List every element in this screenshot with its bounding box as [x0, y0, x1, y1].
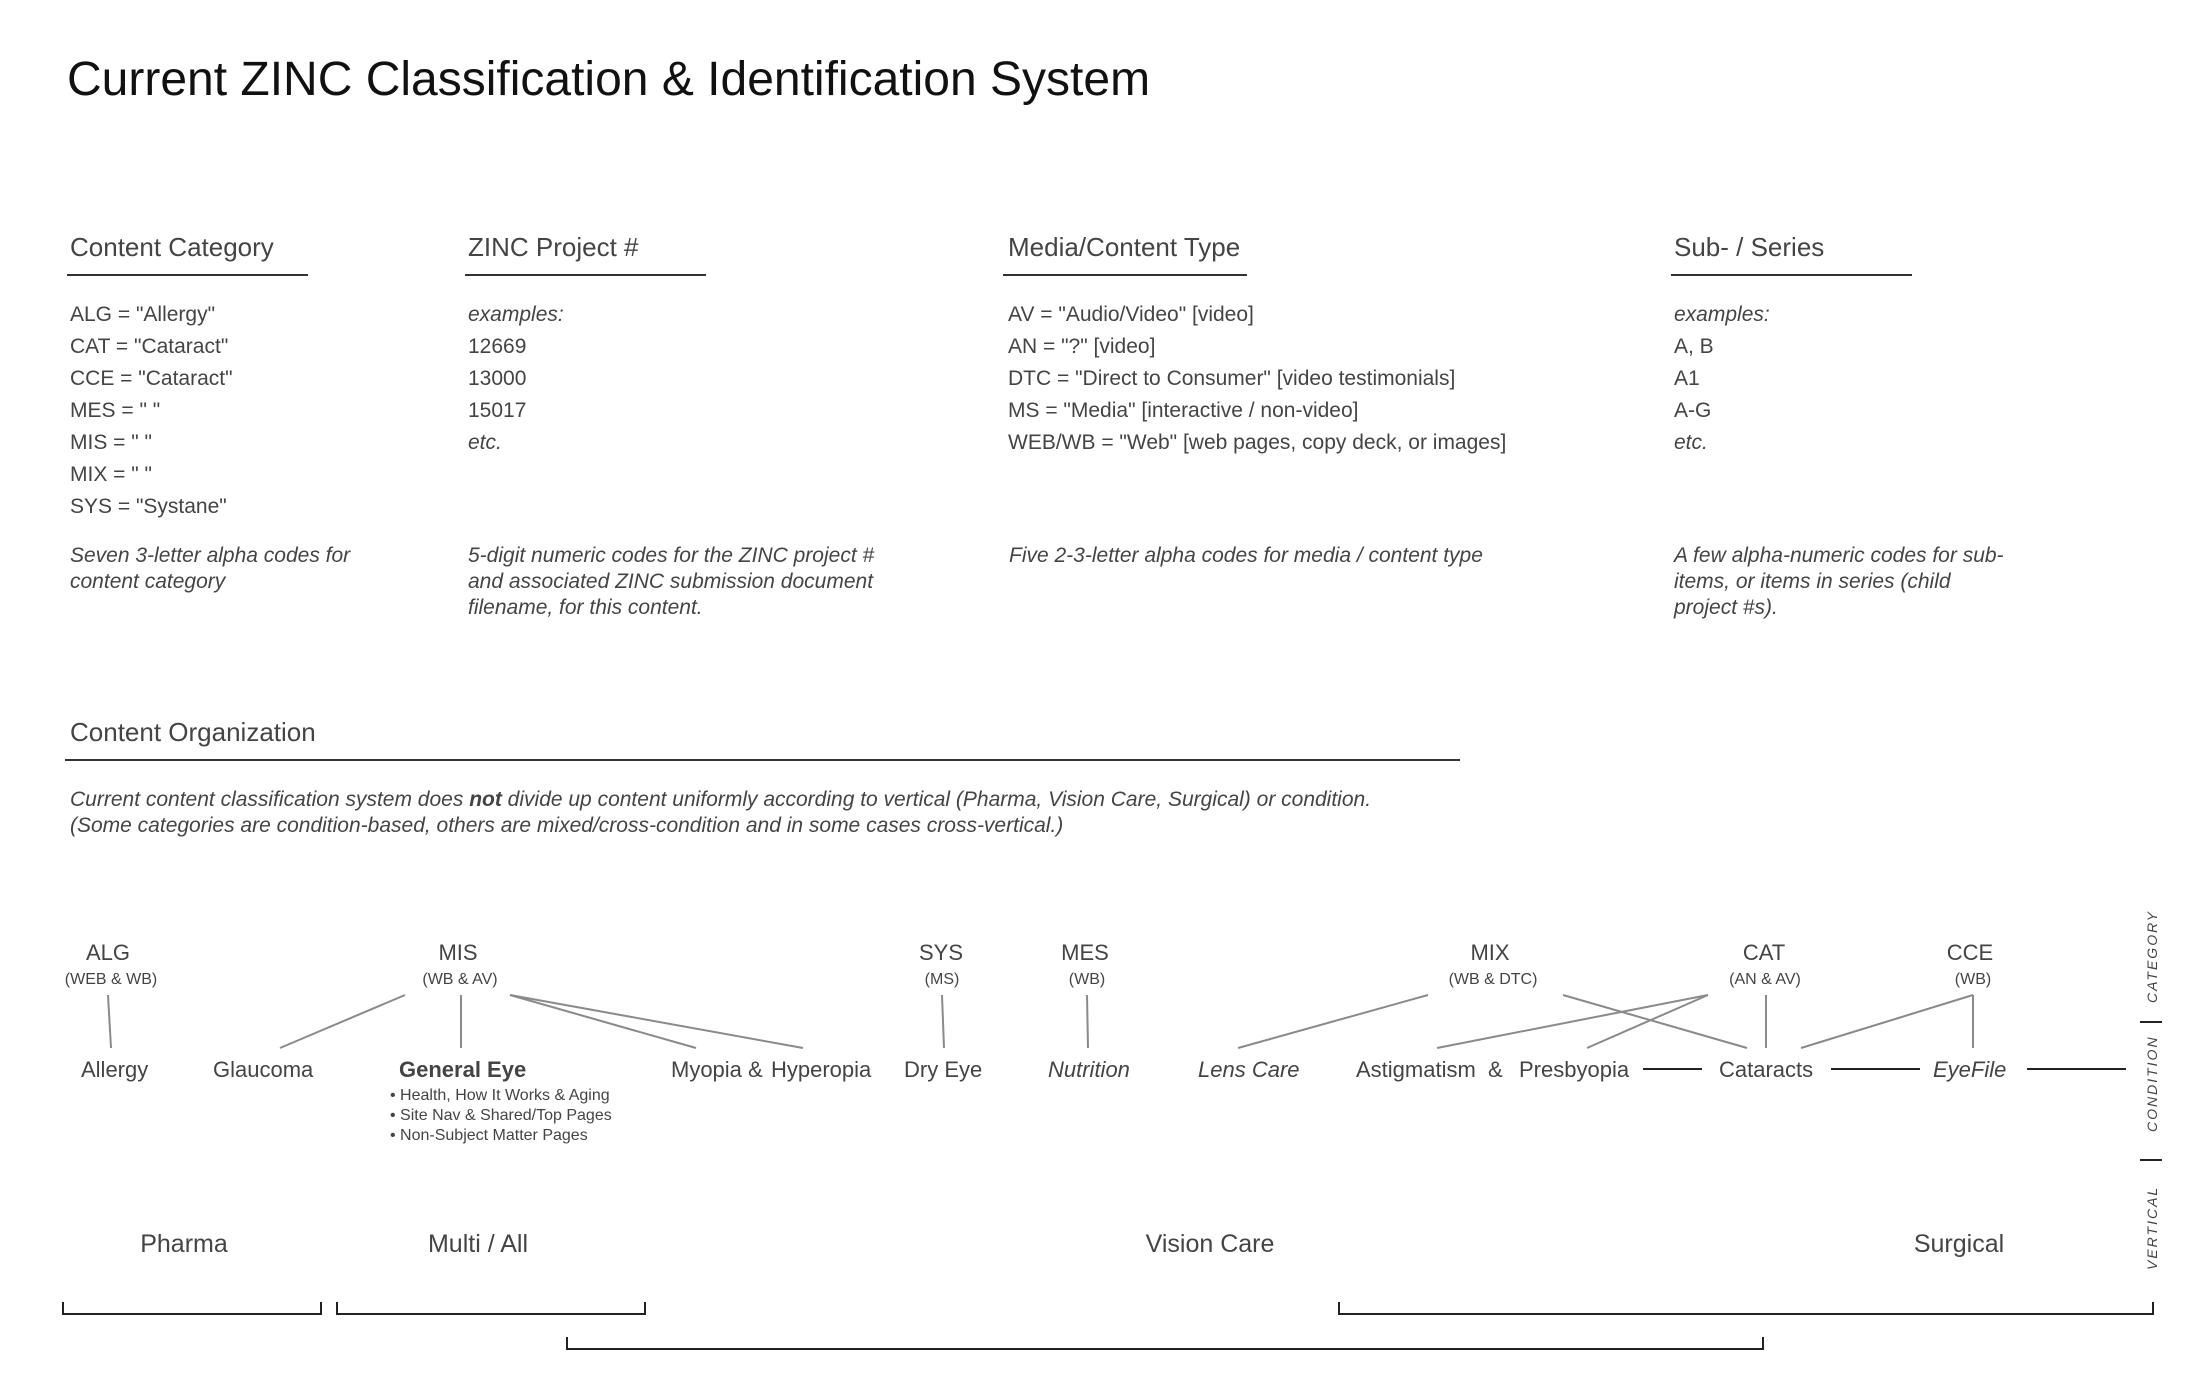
- category-media-mes: (WB): [1068, 971, 1106, 988]
- connector-mix-lenscare: [1238, 995, 1428, 1048]
- category-media-mis: (WB & AV): [422, 971, 498, 988]
- list-item: MIX = " ": [70, 463, 153, 486]
- list-item: CCE = "Cataract": [70, 367, 233, 390]
- list-item: MIS = " ": [70, 431, 153, 454]
- condition-hyperopia: Hyperopia: [771, 1057, 872, 1082]
- etc-label: etc.: [468, 431, 502, 454]
- page-title: Current ZINC Classification & Identification System: [67, 53, 1151, 106]
- condition-ampersand-2: &: [1488, 1057, 1503, 1082]
- side-label-category: CATEGORY: [2144, 909, 2160, 1003]
- etc-label: etc.: [1674, 431, 1708, 454]
- zinc-project-header: ZINC Project #: [468, 232, 639, 262]
- line1-post: divide up content uniformly according to vertical (Pharma, Vision Care, Surgical) or condition.: [501, 788, 1372, 811]
- category-media-sys: (MS): [924, 971, 960, 988]
- condition-cataracts: Cataracts: [1719, 1057, 1814, 1082]
- category-node-cat: CAT: [1742, 940, 1786, 965]
- zinc-project-description: 5-digit numeric codes for the ZINC project # and associated ZINC submission document filename, for this content.: [468, 544, 875, 619]
- category-node-sys: SYS: [918, 940, 964, 965]
- condition-ampersand-1: &: [748, 1057, 763, 1082]
- list-item: MES = " ": [70, 399, 161, 422]
- vertical-pharma: Pharma: [140, 1230, 228, 1258]
- vertical-vision-care: Vision Care: [1145, 1230, 1275, 1258]
- list-item: 15017: [468, 399, 527, 422]
- list-item: ALG = "Allergy": [70, 303, 216, 326]
- bracket-multi: [337, 1302, 645, 1314]
- list-item: A1: [1674, 367, 1700, 390]
- sub-series-header: Sub- / Series: [1674, 232, 1825, 262]
- list-item: • Health, How It Works & Aging: [390, 1087, 610, 1104]
- condition-myopia: Myopia: [671, 1057, 742, 1082]
- list-item: CAT = "Cataract": [70, 335, 229, 358]
- condition-general-eye: General Eye: [399, 1057, 527, 1082]
- examples-label: examples:: [1674, 303, 1770, 326]
- vertical-multi: Multi / All: [427, 1230, 529, 1258]
- connector-sys-dryeye: [942, 995, 944, 1048]
- condition-lens-care: Lens Care: [1198, 1057, 1300, 1082]
- condition-astigmatism: Astigmatism: [1356, 1057, 1476, 1082]
- media-type-description: Five 2-3-letter alpha codes for media / content type: [1009, 544, 1483, 567]
- list-item: MS = "Media" [interactive / non-video]: [1008, 399, 1359, 422]
- list-item: A, B: [1674, 335, 1714, 358]
- condition-presbyopia: Presbyopia: [1519, 1057, 1630, 1082]
- category-media-mix: (WB & DTC): [1448, 971, 1538, 988]
- connector-mis-hyperopia: [510, 995, 803, 1048]
- bracket-surgical: [1339, 1302, 2153, 1314]
- category-node-mix: MIX: [1470, 940, 1510, 965]
- side-label-condition: CONDITION: [2144, 1035, 2160, 1132]
- category-node-mis: MIS: [438, 940, 478, 965]
- list-item: DTC = "Direct to Consumer" [video testimonials]: [1008, 367, 1456, 390]
- line1-bold: not: [469, 788, 502, 811]
- connector-cat-presbyopia: [1587, 995, 1708, 1048]
- category-node-mes: MES: [1061, 940, 1109, 965]
- category-media-alg: (WEB & WB): [64, 971, 158, 988]
- list-item: WEB/WB = "Web" [web pages, copy deck, or images]: [1008, 431, 1507, 454]
- list-item: AV = "Audio/Video" [video]: [1008, 303, 1254, 326]
- list-item: 12669: [468, 335, 527, 358]
- condition-eyefile: EyeFile: [1933, 1057, 2007, 1082]
- list-item: AN = "?" [video]: [1008, 335, 1156, 358]
- list-item: • Site Nav & Shared/Top Pages: [390, 1107, 612, 1124]
- category-node-alg: ALG: [85, 940, 131, 965]
- side-label-vertical: VERTICAL: [2144, 1185, 2160, 1270]
- content-category-description: Seven 3-letter alpha codes for content category: [70, 544, 351, 593]
- organization-header: Content Organization: [70, 717, 316, 747]
- organization-description-line2: (Some categories are condition-based, others are mixed/cross-condition and in some cases cross-vertical.): [70, 814, 1064, 837]
- category-node-cce: CCE: [1946, 940, 1994, 965]
- connector-cce-cataracts: [1801, 995, 1973, 1048]
- connector-mis-myopia: [510, 995, 696, 1048]
- connector-mix-cataracts: [1563, 995, 1747, 1048]
- content-category-header: Content Category: [70, 232, 274, 262]
- media-type-header: Media/Content Type: [1008, 232, 1241, 262]
- general-eye-bullets: [390, 1086, 612, 1146]
- category-media-cat: (AN & AV): [1729, 971, 1801, 988]
- list-item: A-G: [1674, 399, 1712, 422]
- list-item: • Non-Subject Matter Pages: [390, 1127, 588, 1144]
- bracket-vision-care: [567, 1337, 1763, 1349]
- examples-label: examples:: [468, 303, 564, 326]
- connector-mes-nutrition: [1087, 995, 1088, 1048]
- category-media-cce: (WB): [1954, 971, 1992, 988]
- connector-alg-allergy: [108, 995, 111, 1048]
- condition-allergy: Allergy: [81, 1057, 149, 1082]
- list-item: 13000: [468, 367, 527, 390]
- sub-series-description: A few alpha-numeric codes for sub-items, or items in series (child project #s).: [1674, 544, 2004, 619]
- condition-dry-eye: Dry Eye: [904, 1057, 983, 1082]
- connector-mis-glaucoma: [280, 995, 405, 1048]
- connector-cat-astigmatism: [1437, 995, 1708, 1048]
- bracket-pharma: [63, 1302, 321, 1314]
- vertical-surgical: Surgical: [1913, 1230, 2005, 1258]
- condition-glaucoma: Glaucoma: [213, 1057, 314, 1082]
- list-item: SYS = "Systane": [70, 495, 227, 518]
- line1-pre: Current content classification system does: [70, 788, 470, 811]
- condition-nutrition: Nutrition: [1048, 1057, 1130, 1082]
